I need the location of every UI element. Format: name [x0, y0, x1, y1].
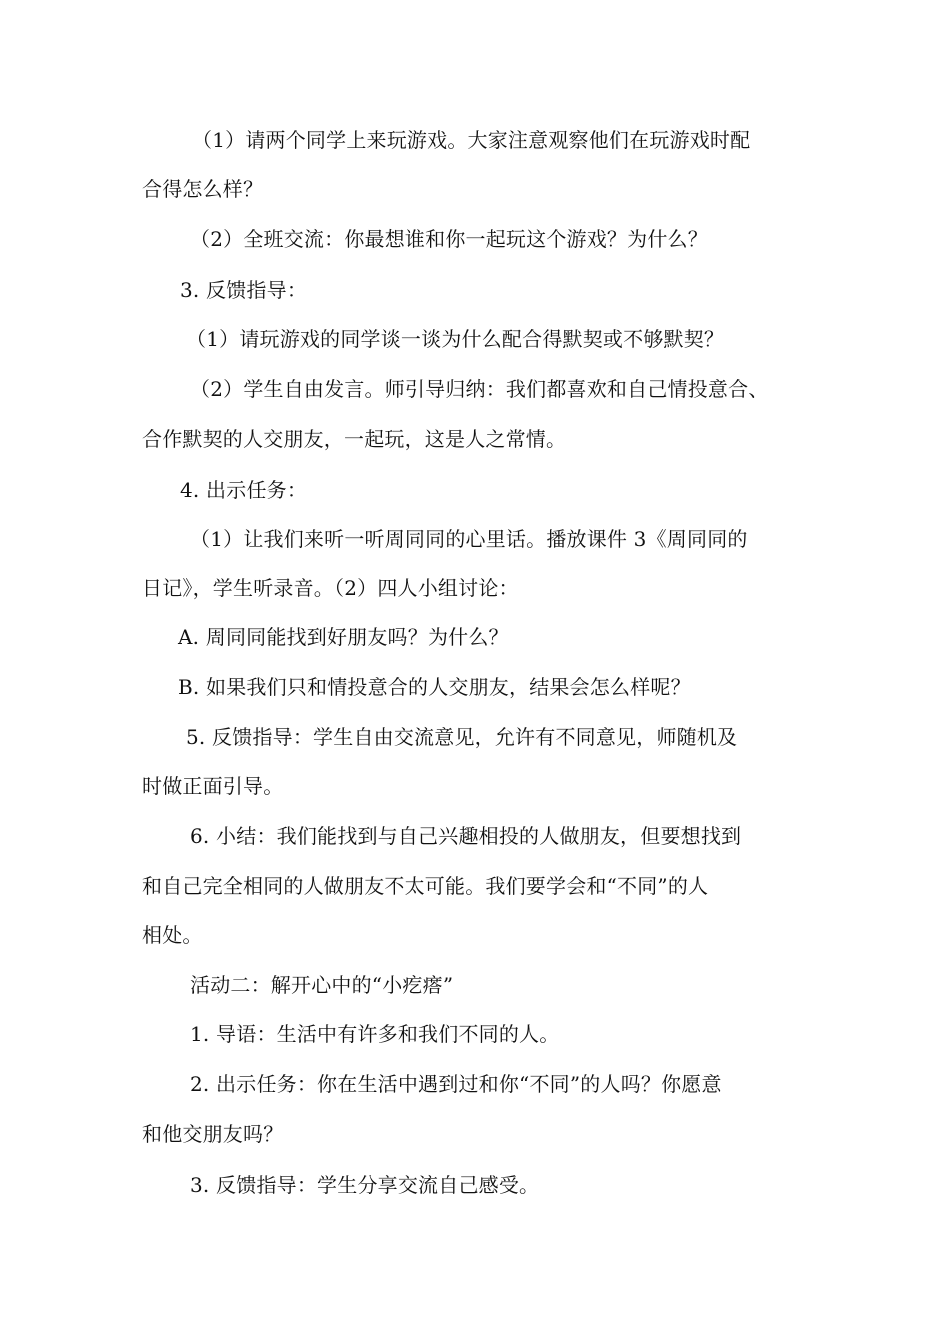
paragraph-line: （2）学生自由发言。师引导归纳：我们都喜欢和自己情投意合、 [190, 377, 769, 401]
paragraph-line: 时做正面引导。 [142, 774, 284, 798]
paragraph-line: 日记》，学生听录音。（2）四人小组讨论： [142, 576, 519, 600]
paragraph-line: （2）全班交流：你最想谁和你一起玩这个游戏？为什么？ [190, 227, 708, 251]
paragraph-line: 1. 导语：生活中有许多和我们不同的人。 [190, 1022, 560, 1046]
paragraph-line: （1）请玩游戏的同学谈一谈为什么配合得默契或不够默契？ [186, 327, 725, 351]
paragraph-line: 和他交朋友吗？ [142, 1122, 284, 1146]
paragraph-line: 3. 反馈指导：学生分享交流自己感受。 [190, 1173, 540, 1197]
paragraph-line: （1）请两个同学上来玩游戏。大家注意观察他们在玩游戏时配 [192, 128, 751, 152]
paragraph-line: B. 如果我们只和情投意合的人交朋友，结果会怎么样呢？ [178, 675, 691, 699]
paragraph-line: （1）让我们来听一听周同同的心里话。播放课件 3《周同同的 [190, 527, 748, 551]
paragraph-line: A. 周同同能找到好朋友吗？为什么？ [178, 625, 509, 649]
paragraph-line: 和自己完全相同的人做朋友不太可能。我们要学会和“不同”的人 [142, 874, 709, 898]
paragraph-line: 3. 反馈指导： [180, 278, 308, 302]
paragraph-line: 合作默契的人交朋友，一起玩，这是人之常情。 [142, 427, 567, 451]
section-heading: 活动二：解开心中的“小疙瘩” [190, 973, 454, 997]
paragraph-line: 6. 小结：我们能找到与自己兴趣相投的人做朋友，但要想找到 [190, 824, 742, 848]
paragraph-line: 5. 反馈指导：学生自由交流意见，允许有不同意见，师随机及 [186, 725, 738, 749]
paragraph-line: 相处。 [142, 923, 203, 947]
paragraph-line: 合得怎么样？ [142, 177, 264, 201]
paragraph-line: 2. 出示任务：你在生活中遇到过和你“不同”的人吗？你愿意 [190, 1072, 722, 1096]
paragraph-line: 4. 出示任务： [180, 478, 308, 502]
